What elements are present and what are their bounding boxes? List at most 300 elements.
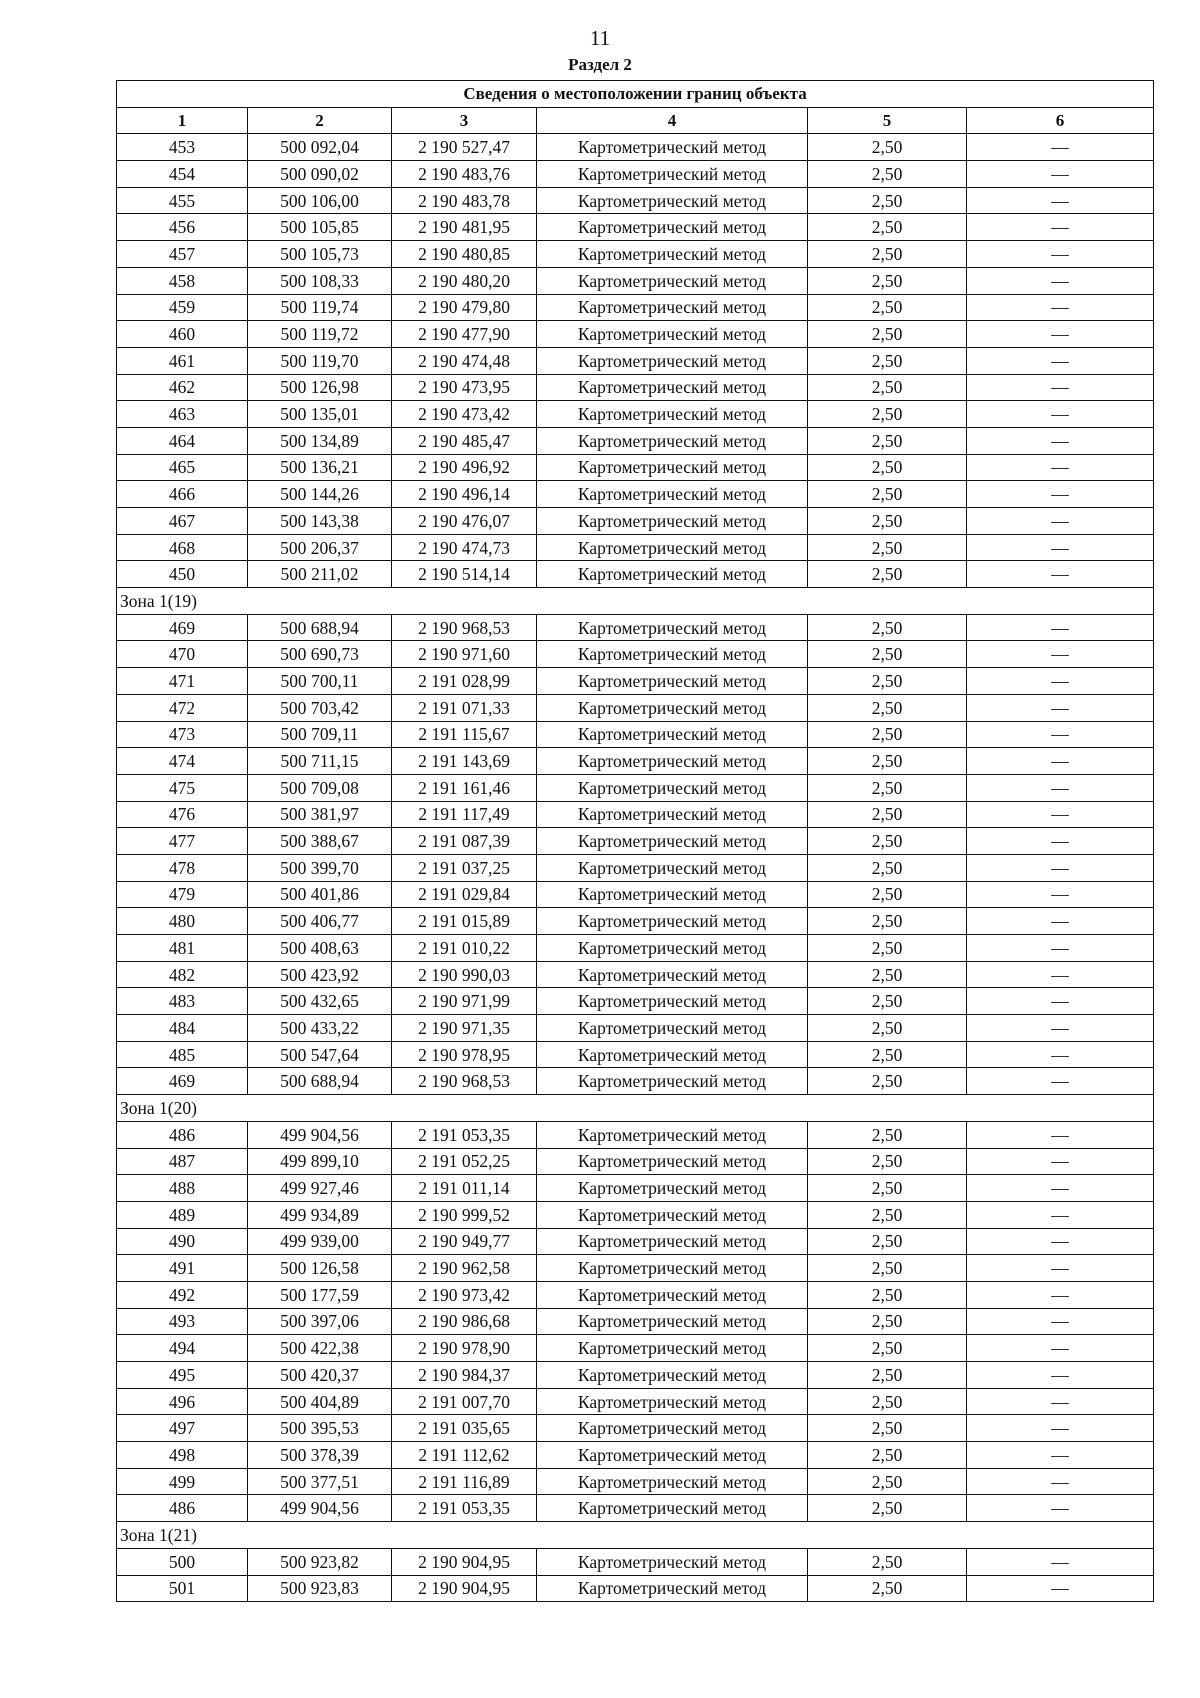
method-cell: Картометрический метод [537, 1228, 808, 1255]
x-coordinate-cell: 499 899,10 [248, 1148, 392, 1175]
method-cell: Картометрический метод [537, 161, 808, 188]
accuracy-cell: 2,50 [808, 1015, 967, 1042]
y-coordinate-cell: 2 191 035,65 [392, 1415, 537, 1442]
x-coordinate-cell: 500 401,86 [248, 881, 392, 908]
method-cell: Картометрический метод [537, 1281, 808, 1308]
y-coordinate-cell: 2 190 973,42 [392, 1281, 537, 1308]
x-coordinate-cell: 500 422,38 [248, 1335, 392, 1362]
point-number-cell: 485 [117, 1041, 248, 1068]
point-number-cell: 458 [117, 267, 248, 294]
accuracy-cell: 2,50 [808, 854, 967, 881]
method-cell: Картометрический метод [537, 508, 808, 535]
description-cell: — [967, 161, 1154, 188]
accuracy-cell: 2,50 [808, 1308, 967, 1335]
description-cell: — [967, 721, 1154, 748]
y-coordinate-cell: 2 191 161,46 [392, 774, 537, 801]
table-row [117, 1495, 1154, 1522]
point-number-cell: 463 [117, 401, 248, 428]
method-cell: Картометрический метод [537, 1041, 808, 1068]
zone-label: Зона 1(21) [117, 1522, 1154, 1549]
description-cell: — [967, 508, 1154, 535]
description-cell: — [967, 401, 1154, 428]
x-coordinate-cell: 500 378,39 [248, 1442, 392, 1469]
table-row [117, 881, 1154, 908]
x-coordinate-cell: 500 090,02 [248, 161, 392, 188]
description-cell: — [967, 961, 1154, 988]
y-coordinate-cell: 2 190 473,42 [392, 401, 537, 428]
description-cell: — [967, 534, 1154, 561]
x-coordinate-cell: 500 700,11 [248, 668, 392, 695]
accuracy-cell: 2,50 [808, 1281, 967, 1308]
x-coordinate-cell: 500 211,02 [248, 561, 392, 588]
x-coordinate-cell: 500 690,73 [248, 641, 392, 668]
y-coordinate-cell: 2 190 968,53 [392, 614, 537, 641]
method-cell: Картометрический метод [537, 134, 808, 161]
y-coordinate-cell: 2 190 480,85 [392, 241, 537, 268]
x-coordinate-cell: 500 105,73 [248, 241, 392, 268]
method-cell: Картометрический метод [537, 1148, 808, 1175]
point-number-cell: 474 [117, 748, 248, 775]
x-coordinate-cell: 500 092,04 [248, 134, 392, 161]
table-row [117, 614, 1154, 641]
point-number-cell: 460 [117, 321, 248, 348]
method-cell: Картометрический метод [537, 561, 808, 588]
x-coordinate-cell: 500 397,06 [248, 1308, 392, 1335]
method-cell: Картометрический метод [537, 1548, 808, 1575]
x-coordinate-cell: 500 709,08 [248, 774, 392, 801]
accuracy-cell: 2,50 [808, 401, 967, 428]
table-body [117, 134, 1154, 1602]
table-row [117, 1468, 1154, 1495]
table-row [117, 1575, 1154, 1602]
method-cell: Картометрический метод [537, 1362, 808, 1389]
y-coordinate-cell: 2 190 474,73 [392, 534, 537, 561]
accuracy-cell: 2,50 [808, 1415, 967, 1442]
table-row [117, 161, 1154, 188]
table-row [117, 801, 1154, 828]
method-cell: Картометрический метод [537, 267, 808, 294]
table-row [117, 1255, 1154, 1282]
method-cell: Картометрический метод [537, 1201, 808, 1228]
point-number-cell: 494 [117, 1335, 248, 1362]
x-coordinate-cell: 500 119,72 [248, 321, 392, 348]
accuracy-cell: 2,50 [808, 1068, 967, 1095]
method-cell: Картометрический метод [537, 1068, 808, 1095]
description-cell: — [967, 1388, 1154, 1415]
table-row [117, 694, 1154, 721]
point-number-cell: 465 [117, 454, 248, 481]
table-row [117, 214, 1154, 241]
method-cell: Картометрический метод [537, 481, 808, 508]
x-coordinate-cell: 500 126,98 [248, 374, 392, 401]
point-number-cell: 487 [117, 1148, 248, 1175]
accuracy-cell: 2,50 [808, 694, 967, 721]
y-coordinate-cell: 2 190 477,90 [392, 321, 537, 348]
table-head [117, 81, 1154, 134]
accuracy-cell: 2,50 [808, 1041, 967, 1068]
x-coordinate-cell: 500 143,38 [248, 508, 392, 535]
method-cell: Картометрический метод [537, 641, 808, 668]
table-row [117, 988, 1154, 1015]
point-number-cell: 473 [117, 721, 248, 748]
accuracy-cell: 2,50 [808, 134, 967, 161]
y-coordinate-cell: 2 191 011,14 [392, 1175, 537, 1202]
accuracy-cell: 2,50 [808, 241, 967, 268]
method-cell: Картометрический метод [537, 908, 808, 935]
accuracy-cell: 2,50 [808, 1388, 967, 1415]
accuracy-cell: 2,50 [808, 161, 967, 188]
table-row [117, 1388, 1154, 1415]
description-cell: — [967, 641, 1154, 668]
y-coordinate-cell: 2 191 115,67 [392, 721, 537, 748]
description-cell: — [967, 1201, 1154, 1228]
description-cell: — [967, 1495, 1154, 1522]
method-cell: Картометрический метод [537, 854, 808, 881]
point-number-cell: 459 [117, 294, 248, 321]
x-coordinate-cell: 499 927,46 [248, 1175, 392, 1202]
y-coordinate-cell: 2 191 087,39 [392, 828, 537, 855]
description-cell: — [967, 668, 1154, 695]
accuracy-cell: 2,50 [808, 481, 967, 508]
accuracy-cell: 2,50 [808, 267, 967, 294]
y-coordinate-cell: 2 191 010,22 [392, 935, 537, 962]
method-cell: Картометрический метод [537, 1468, 808, 1495]
point-number-cell: 499 [117, 1468, 248, 1495]
table-row [117, 347, 1154, 374]
y-coordinate-cell: 2 191 071,33 [392, 694, 537, 721]
point-number-cell: 495 [117, 1362, 248, 1389]
zone-label: Зона 1(20) [117, 1095, 1154, 1122]
y-coordinate-cell: 2 191 029,84 [392, 881, 537, 908]
column-header: 5 [808, 107, 967, 134]
method-cell: Картометрический метод [537, 1308, 808, 1335]
table-row [117, 241, 1154, 268]
x-coordinate-cell: 500 395,53 [248, 1415, 392, 1442]
method-cell: Картометрический метод [537, 1255, 808, 1282]
y-coordinate-cell: 2 190 479,80 [392, 294, 537, 321]
y-coordinate-cell: 2 190 496,92 [392, 454, 537, 481]
accuracy-cell: 2,50 [808, 347, 967, 374]
y-coordinate-cell: 2 191 052,25 [392, 1148, 537, 1175]
zone-row [117, 1522, 1154, 1549]
y-coordinate-cell: 2 190 999,52 [392, 1201, 537, 1228]
description-cell: — [967, 454, 1154, 481]
accuracy-cell: 2,50 [808, 1255, 967, 1282]
x-coordinate-cell: 500 119,70 [248, 347, 392, 374]
accuracy-cell: 2,50 [808, 1228, 967, 1255]
method-cell: Картометрический метод [537, 1495, 808, 1522]
accuracy-cell: 2,50 [808, 1442, 967, 1469]
y-coordinate-cell: 2 190 527,47 [392, 134, 537, 161]
accuracy-cell: 2,50 [808, 1121, 967, 1148]
y-coordinate-cell: 2 190 514,14 [392, 561, 537, 588]
accuracy-cell: 2,50 [808, 721, 967, 748]
point-number-cell: 490 [117, 1228, 248, 1255]
point-number-cell: 489 [117, 1201, 248, 1228]
x-coordinate-cell: 500 432,65 [248, 988, 392, 1015]
x-coordinate-cell: 500 547,64 [248, 1041, 392, 1068]
x-coordinate-cell: 500 105,85 [248, 214, 392, 241]
method-cell: Картометрический метод [537, 1335, 808, 1362]
method-cell: Картометрический метод [537, 1415, 808, 1442]
accuracy-cell: 2,50 [808, 508, 967, 535]
description-cell: — [967, 187, 1154, 214]
x-coordinate-cell: 499 939,00 [248, 1228, 392, 1255]
accuracy-cell: 2,50 [808, 801, 967, 828]
y-coordinate-cell: 2 190 480,20 [392, 267, 537, 294]
table-row [117, 1041, 1154, 1068]
point-number-cell: 501 [117, 1575, 248, 1602]
description-cell: — [967, 481, 1154, 508]
y-coordinate-cell: 2 190 474,48 [392, 347, 537, 374]
accuracy-cell: 2,50 [808, 1495, 967, 1522]
table-row [117, 1121, 1154, 1148]
description-cell: — [967, 908, 1154, 935]
table-row [117, 187, 1154, 214]
y-coordinate-cell: 2 191 053,35 [392, 1495, 537, 1522]
x-coordinate-cell: 500 144,26 [248, 481, 392, 508]
table-row [117, 1415, 1154, 1442]
accuracy-cell: 2,50 [808, 748, 967, 775]
table-row [117, 1442, 1154, 1469]
zone-row [117, 588, 1154, 615]
description-cell: — [967, 561, 1154, 588]
description-cell: — [967, 427, 1154, 454]
y-coordinate-cell: 2 191 028,99 [392, 668, 537, 695]
table-row [117, 1015, 1154, 1042]
table-row [117, 508, 1154, 535]
description-cell: — [967, 1575, 1154, 1602]
y-coordinate-cell: 2 190 984,37 [392, 1362, 537, 1389]
method-cell: Картометрический метод [537, 668, 808, 695]
point-number-cell: 472 [117, 694, 248, 721]
x-coordinate-cell: 500 404,89 [248, 1388, 392, 1415]
y-coordinate-cell: 2 190 971,60 [392, 641, 537, 668]
y-coordinate-cell: 2 191 015,89 [392, 908, 537, 935]
y-coordinate-cell: 2 190 971,99 [392, 988, 537, 1015]
table-row [117, 908, 1154, 935]
point-number-cell: 471 [117, 668, 248, 695]
table-row [117, 1335, 1154, 1362]
description-cell: — [967, 935, 1154, 962]
table-row [117, 1548, 1154, 1575]
description-cell: — [967, 1068, 1154, 1095]
accuracy-cell: 2,50 [808, 374, 967, 401]
description-cell: — [967, 1121, 1154, 1148]
point-number-cell: 469 [117, 1068, 248, 1095]
point-number-cell: 469 [117, 614, 248, 641]
method-cell: Картометрический метод [537, 401, 808, 428]
x-coordinate-cell: 500 406,77 [248, 908, 392, 935]
table-row [117, 748, 1154, 775]
point-number-cell: 461 [117, 347, 248, 374]
description-cell: — [967, 1041, 1154, 1068]
point-number-cell: 455 [117, 187, 248, 214]
y-coordinate-cell: 2 190 962,58 [392, 1255, 537, 1282]
point-number-cell: 492 [117, 1281, 248, 1308]
description-cell: — [967, 1255, 1154, 1282]
method-cell: Картометрический метод [537, 534, 808, 561]
description-cell: — [967, 294, 1154, 321]
point-number-cell: 498 [117, 1442, 248, 1469]
x-coordinate-cell: 500 703,42 [248, 694, 392, 721]
point-number-cell: 476 [117, 801, 248, 828]
point-number-cell: 470 [117, 641, 248, 668]
table-row [117, 321, 1154, 348]
point-number-cell: 457 [117, 241, 248, 268]
x-coordinate-cell: 500 923,83 [248, 1575, 392, 1602]
description-cell: — [967, 1148, 1154, 1175]
accuracy-cell: 2,50 [808, 774, 967, 801]
x-coordinate-cell: 500 106,00 [248, 187, 392, 214]
x-coordinate-cell: 500 433,22 [248, 1015, 392, 1042]
method-cell: Картометрический метод [537, 347, 808, 374]
y-coordinate-cell: 2 190 904,95 [392, 1575, 537, 1602]
point-number-cell: 496 [117, 1388, 248, 1415]
y-coordinate-cell: 2 190 904,95 [392, 1548, 537, 1575]
method-cell: Картометрический метод [537, 828, 808, 855]
page-number: 11 [589, 26, 611, 50]
method-cell: Картометрический метод [537, 721, 808, 748]
table-row [117, 828, 1154, 855]
description-cell: — [967, 1015, 1154, 1042]
zone-row [117, 1095, 1154, 1122]
description-cell: — [967, 134, 1154, 161]
method-cell: Картометрический метод [537, 694, 808, 721]
x-coordinate-cell: 500 688,94 [248, 614, 392, 641]
description-cell: — [967, 1228, 1154, 1255]
description-cell: — [967, 347, 1154, 374]
point-number-cell: 454 [117, 161, 248, 188]
section-title: Раздел 2 [568, 55, 632, 74]
table-row [117, 1148, 1154, 1175]
point-number-cell: 475 [117, 774, 248, 801]
x-coordinate-cell: 500 711,15 [248, 748, 392, 775]
description-cell: — [967, 321, 1154, 348]
accuracy-cell: 2,50 [808, 1148, 967, 1175]
method-cell: Картометрический метод [537, 374, 808, 401]
point-number-cell: 497 [117, 1415, 248, 1442]
point-number-cell: 488 [117, 1175, 248, 1202]
y-coordinate-cell: 2 190 483,78 [392, 187, 537, 214]
zone-label: Зона 1(19) [117, 588, 1154, 615]
x-coordinate-cell: 500 381,97 [248, 801, 392, 828]
y-coordinate-cell: 2 190 978,90 [392, 1335, 537, 1362]
point-number-cell: 493 [117, 1308, 248, 1335]
point-number-cell: 468 [117, 534, 248, 561]
point-number-cell: 483 [117, 988, 248, 1015]
y-coordinate-cell: 2 190 971,35 [392, 1015, 537, 1042]
y-coordinate-cell: 2 190 476,07 [392, 508, 537, 535]
point-number-cell: 450 [117, 561, 248, 588]
y-coordinate-cell: 2 190 496,14 [392, 481, 537, 508]
column-header: 6 [967, 107, 1154, 134]
description-cell: — [967, 1362, 1154, 1389]
y-coordinate-cell: 2 191 053,35 [392, 1121, 537, 1148]
table-row [117, 668, 1154, 695]
method-cell: Картометрический метод [537, 427, 808, 454]
accuracy-cell: 2,50 [808, 534, 967, 561]
table-row [117, 1308, 1154, 1335]
table-row [117, 1068, 1154, 1095]
table-row [117, 935, 1154, 962]
point-number-cell: 486 [117, 1121, 248, 1148]
method-cell: Картометрический метод [537, 1442, 808, 1469]
table-row [117, 427, 1154, 454]
point-number-cell: 456 [117, 214, 248, 241]
accuracy-cell: 2,50 [808, 1468, 967, 1495]
x-coordinate-cell: 499 934,89 [248, 1201, 392, 1228]
y-coordinate-cell: 2 190 483,76 [392, 161, 537, 188]
x-coordinate-cell: 500 177,59 [248, 1281, 392, 1308]
description-cell: — [967, 1415, 1154, 1442]
x-coordinate-cell: 500 420,37 [248, 1362, 392, 1389]
column-header: 3 [392, 107, 537, 134]
description-cell: — [967, 1308, 1154, 1335]
method-cell: Картометрический метод [537, 614, 808, 641]
table-row [117, 267, 1154, 294]
x-coordinate-cell: 500 388,67 [248, 828, 392, 855]
table-row [117, 1362, 1154, 1389]
method-cell: Картометрический метод [537, 988, 808, 1015]
description-cell: — [967, 241, 1154, 268]
table-row [117, 561, 1154, 588]
method-cell: Картометрический метод [537, 881, 808, 908]
x-coordinate-cell: 500 399,70 [248, 854, 392, 881]
table-caption: Сведения о местоположении границ объекта [117, 81, 1154, 108]
description-cell: — [967, 1335, 1154, 1362]
description-cell: — [967, 694, 1154, 721]
x-coordinate-cell: 500 135,01 [248, 401, 392, 428]
description-cell: — [967, 854, 1154, 881]
y-coordinate-cell: 2 191 037,25 [392, 854, 537, 881]
column-header-row [117, 107, 1154, 134]
table-row [117, 1281, 1154, 1308]
x-coordinate-cell: 500 206,37 [248, 534, 392, 561]
method-cell: Картометрический метод [537, 1175, 808, 1202]
accuracy-cell: 2,50 [808, 961, 967, 988]
point-number-cell: 479 [117, 881, 248, 908]
y-coordinate-cell: 2 190 986,68 [392, 1308, 537, 1335]
x-coordinate-cell: 500 136,21 [248, 454, 392, 481]
description-cell: — [967, 988, 1154, 1015]
x-coordinate-cell: 500 688,94 [248, 1068, 392, 1095]
accuracy-cell: 2,50 [808, 427, 967, 454]
table-row [117, 1175, 1154, 1202]
column-header: 4 [537, 107, 808, 134]
accuracy-cell: 2,50 [808, 908, 967, 935]
description-cell: — [967, 748, 1154, 775]
table-row [117, 534, 1154, 561]
column-header: 1 [117, 107, 248, 134]
accuracy-cell: 2,50 [808, 321, 967, 348]
table-row [117, 854, 1154, 881]
accuracy-cell: 2,50 [808, 1362, 967, 1389]
point-number-cell: 466 [117, 481, 248, 508]
y-coordinate-cell: 2 191 117,49 [392, 801, 537, 828]
accuracy-cell: 2,50 [808, 614, 967, 641]
method-cell: Картометрический метод [537, 294, 808, 321]
point-number-cell: 500 [117, 1548, 248, 1575]
x-coordinate-cell: 500 923,82 [248, 1548, 392, 1575]
description-cell: — [967, 1442, 1154, 1469]
description-cell: — [967, 267, 1154, 294]
x-coordinate-cell: 500 134,89 [248, 427, 392, 454]
description-cell: — [967, 1281, 1154, 1308]
accuracy-cell: 2,50 [808, 1548, 967, 1575]
description-cell: — [967, 881, 1154, 908]
description-cell: — [967, 1548, 1154, 1575]
